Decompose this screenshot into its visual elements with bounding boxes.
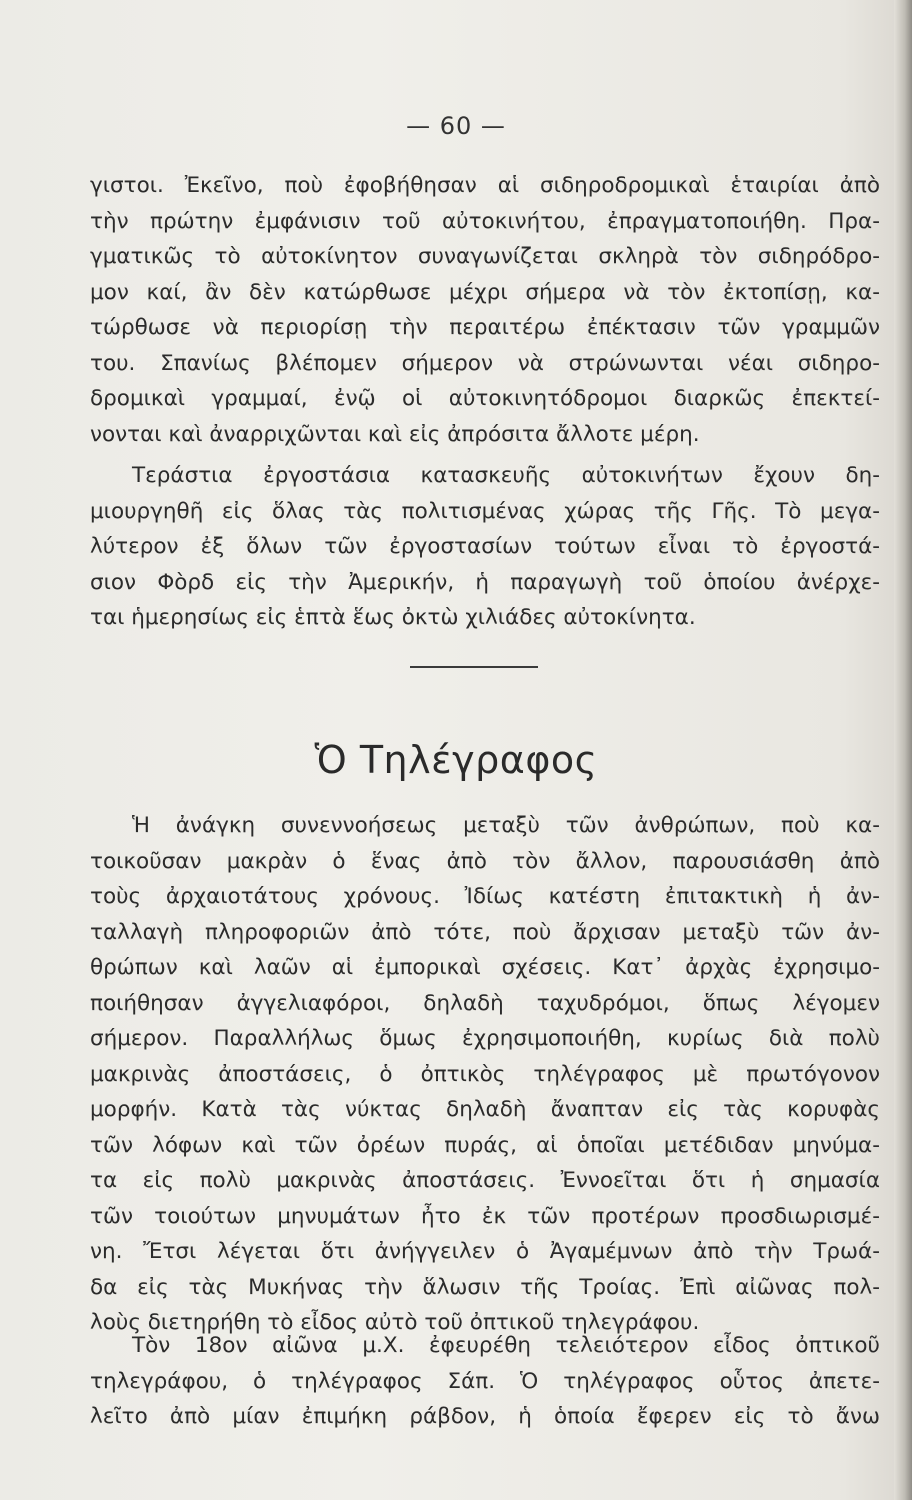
text-line: Τὸν 18ον αἰῶνα μ.Χ. ἐφευρέθη τελειότερον εἶδος ὀπτικοῦ (132, 1333, 880, 1358)
text-line: ται ἡμερησίως εἰς ἑπτὰ ἕως ὀκτὼ χιλιάδες αὐτοκίνητα. (90, 605, 696, 630)
text-line: νονται καὶ ἀναρριχῶνται καὶ εἰς ἀπρόσιτα ἄλλοτε μέρη. (90, 421, 700, 447)
text-line: τοὺς ἀρχαιοτάτους χρόνους. Ἰδίως κατέστη ἐπιτακτικὴ ἡ ἀν- (90, 884, 880, 909)
paragraph-car-factories (90, 458, 880, 636)
text-line: τὴν πρώτην ἐμφάνισιν τοῦ αὐτοκινήτου, ἐπραγματοποιήθη. Πρα- (90, 208, 880, 234)
text-line: σιον Φὸρδ εἰς τὴν Ἀμερικήν, ἡ παραγωγὴ τοῦ ὁποίου ἀνέρχε- (90, 569, 880, 595)
text-line: μον καί, ἂν δὲν κατώρθωσε μέχρι σήμερα νὰ τὸν ἐκτοπίσῃ, κα- (90, 279, 880, 305)
text-line: ταλλαγὴ πληροφοριῶν ἀπὸ τότε, ποὺ ἄρχισαν μεταξὺ τῶν ἀν- (90, 919, 880, 945)
text-line: λοὺς διετηρήθη τὸ εἶδος αὐτὸ τοῦ ὀπτικοῦ τηλεγράφου. (90, 1310, 700, 1335)
text-line: μακρινὰς ἀποστάσεις, ὁ ὀπτικὸς τηλέγραφος μὲ πρωτόγονον (90, 1061, 880, 1087)
text-line: μιουργηθῆ εἰς ὅλας τὰς πολιτισμένας χώρας τῆς Γῆς. Τὸ μεγα- (90, 498, 880, 524)
text-line: λύτερον ἐξ ὅλων τῶν ἐργοστασίων τούτων εἶναι τὸ ἐργοστά- (90, 534, 880, 559)
text-line: δρομικαὶ γραμμαί, ἐνῷ οἱ αὐτοκινητόδρομοι διαρκῶς ἐπεκτεί- (90, 386, 880, 411)
text-line: νη. Ἔτσι λέγεται ὅτι ἀνήγγειλεν ὁ Ἀγαμέμνων ἀπὸ τὴν Τρωά- (90, 1239, 880, 1264)
section-title: Ὁ Τηλέγραφος (314, 738, 598, 782)
text-line: ποιήθησαν ἀγγελιαφόροι, δηλαδὴ ταχυδρόμοι, ὅπως λέγομεν (90, 990, 880, 1016)
text-line: σήμερον. Παραλλήλως ὅμως ἐχρησιμοποιήθη, κυρίως διὰ πολὺ (90, 1026, 880, 1051)
text-line: τα εἰς πολὺ μακρινὰς ἀποστάσεις. Ἐννοεῖται ὅτι ἡ σημασία (90, 1168, 880, 1193)
paragraph-automobile-competition (90, 168, 880, 452)
text-line: γιστοι. Ἐκεῖνο, ποὺ ἐφοβήθησαν αἱ σιδηροδρομικαὶ ἑταιρίαι ἀπὸ (90, 173, 880, 198)
text-line: δα εἰς τὰς Μυκήνας τὴν ἅλωσιν τῆς Τροίας. Ἐπὶ αἰῶνας πολ- (90, 1274, 880, 1300)
paragraph-chappe-telegraph (90, 1328, 880, 1435)
text-line: τῶν τοιούτων μηνυμάτων ἦτο ἐκ τῶν προτέρων προσδιωρισμέ- (90, 1203, 880, 1229)
text-line: τηλεγράφου, ὁ τηλέγραφος Σάπ. Ὁ τηλέγραφος οὗτος ἀπετε- (90, 1368, 880, 1394)
text-line: Ἡ ἀνάγκη συνεννοήσεως μεταξὺ τῶν ἀνθρώπων, ποὺ κα- (132, 813, 880, 838)
text-line: Τεράστια ἐργοστάσια κατασκευῆς αὐτοκινήτων ἔχουν δη- (132, 463, 880, 488)
paragraph-telegraph-history (90, 808, 880, 1341)
section-divider (410, 666, 538, 668)
text-line: τοικοῦσαν μακρὰν ὁ ἕνας ἀπὸ τὸν ἄλλον, παρουσιάσθη ἀπὸ (90, 848, 880, 874)
text-line: γματικῶς τὸ αὐτοκίνητον συναγωνίζεται σκληρὰ τὸν σιδηρόδρο- (90, 244, 880, 269)
text-line: του. Σπανίως βλέπομεν σήμερον νὰ στρώνωνται νέαι σιδηρο- (90, 350, 880, 376)
text-line: μορφήν. Κατὰ τὰς νύκτας δηλαδὴ ἄναπταν εἰς τὰς κορυφὰς (90, 1097, 880, 1122)
text-line: θρώπων καὶ λαῶν αἱ ἐμπορικαὶ σχέσεις. Κατ᾽ ἀρχὰς ἐχρησιμο- (90, 955, 880, 980)
page-number: — 60 — (406, 112, 506, 140)
text-line: τώρθωσε νὰ περιορίσῃ τὴν περαιτέρω ἐπέκτασιν τῶν γραμμῶν (90, 315, 880, 340)
text-line: λεῖτο ἀπὸ μίαν ἐπιμήκη ράβδον, ἡ ὁποία ἔφερεν εἰς τὸ ἄνω (90, 1404, 880, 1429)
text-line: τῶν λόφων καὶ τῶν ὀρέων πυράς, αἱ ὁποῖαι μετέδιδαν μηνύμα- (90, 1132, 880, 1158)
